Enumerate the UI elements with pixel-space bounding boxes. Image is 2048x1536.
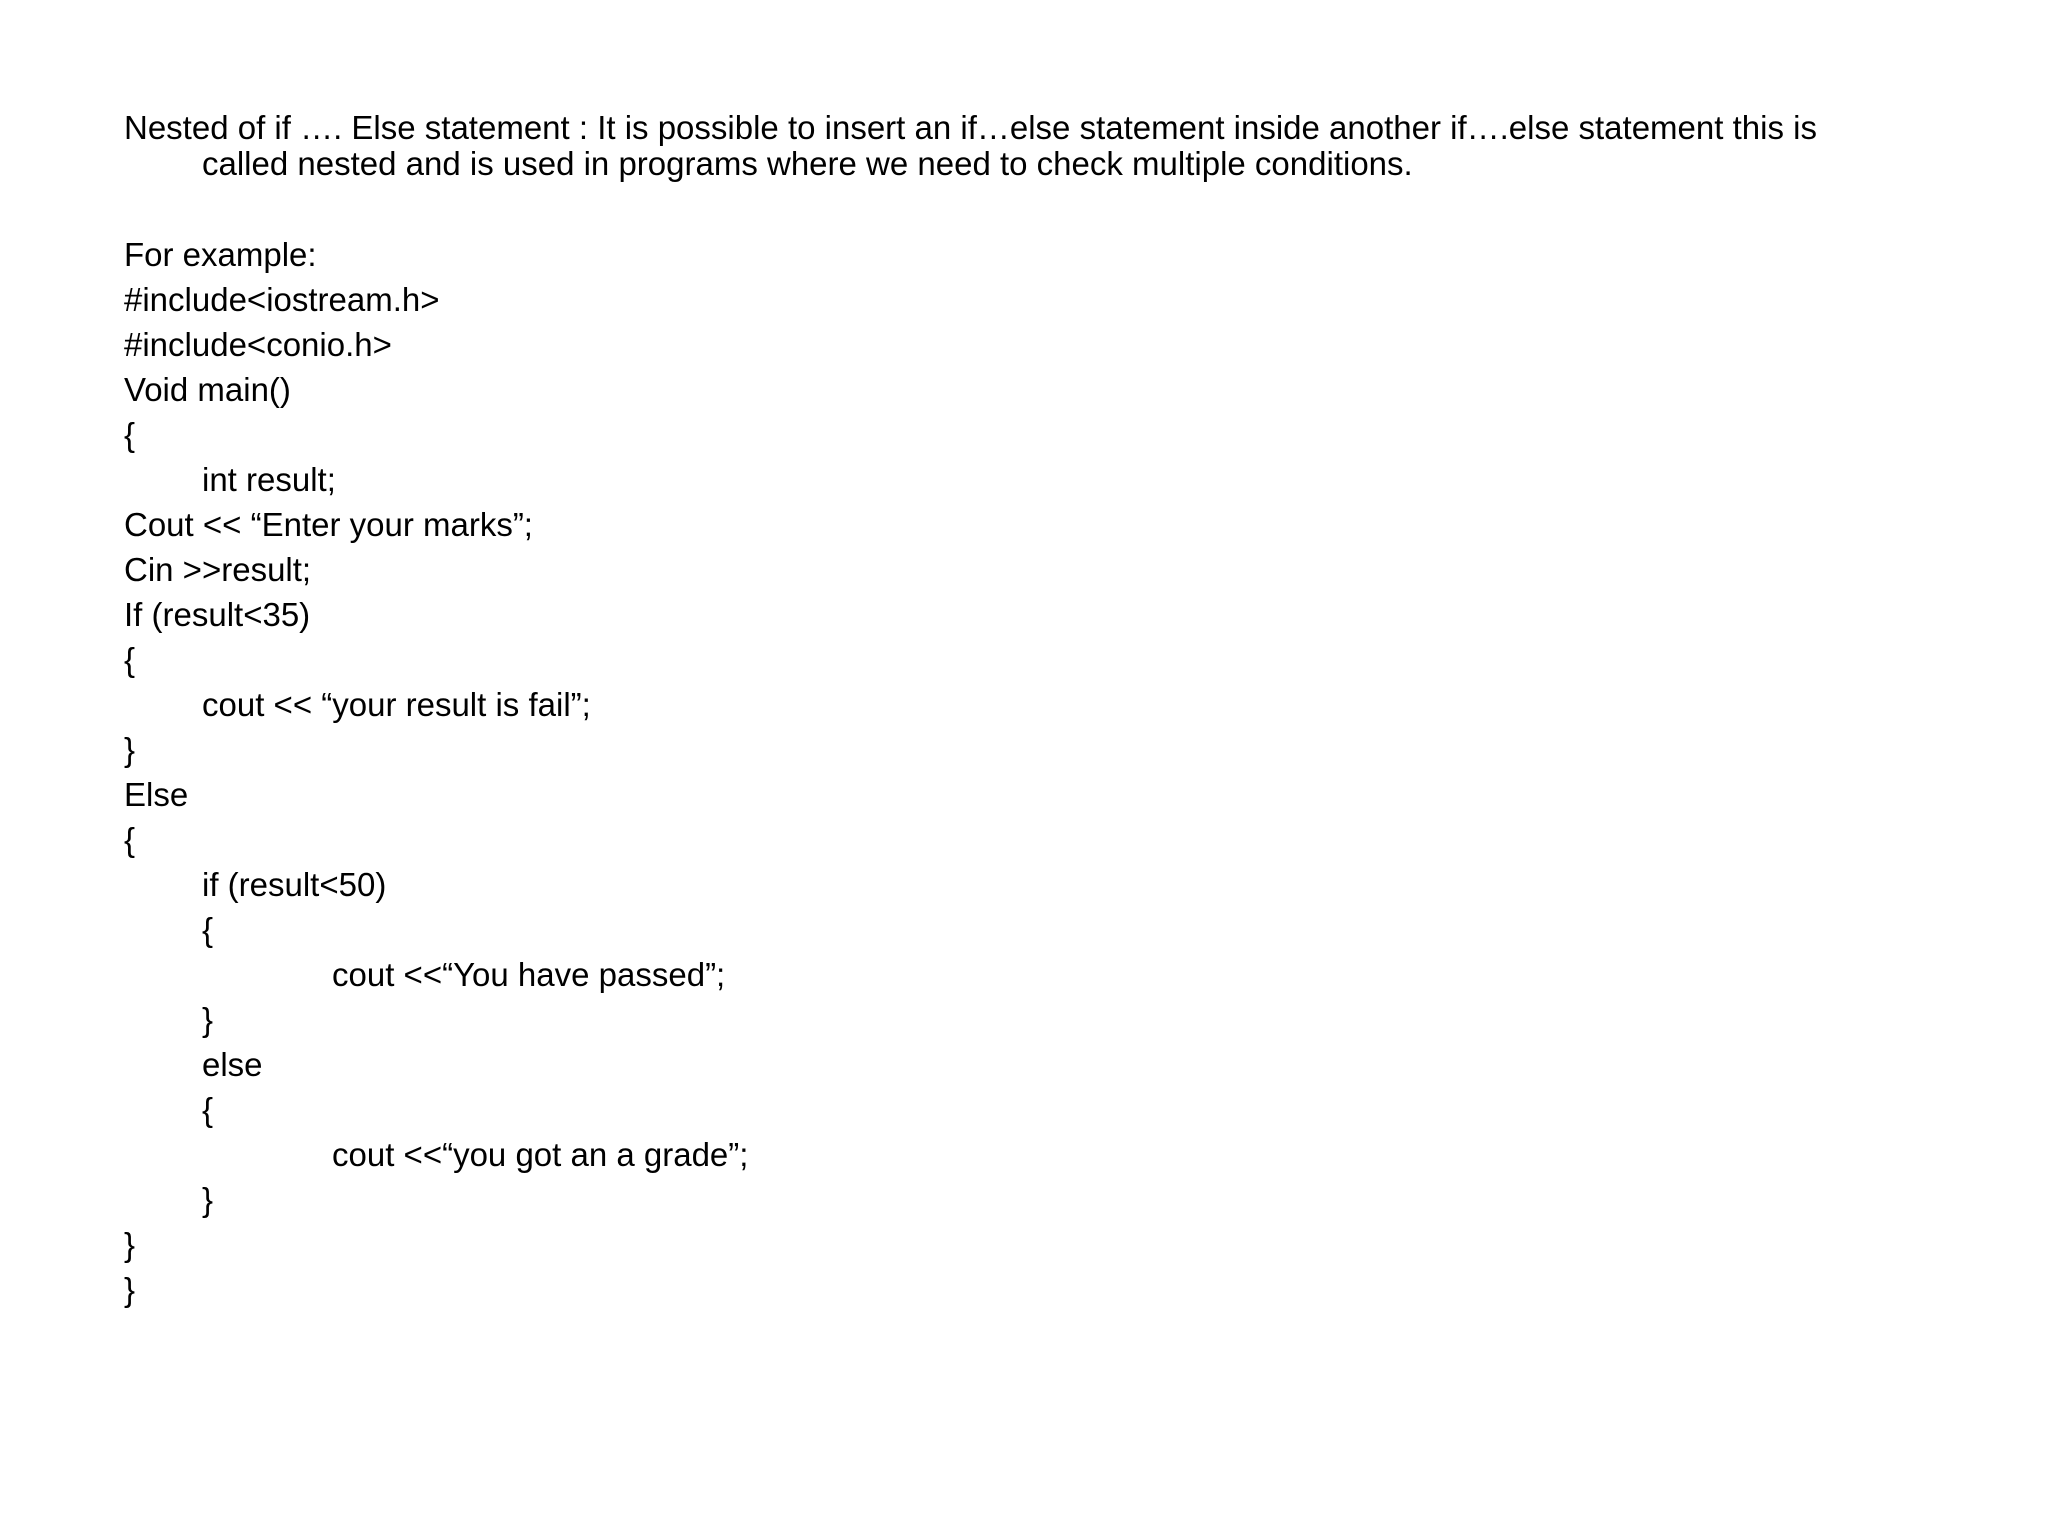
code-line: If (result<35) xyxy=(124,596,311,633)
code-line: #include<conio.h> xyxy=(124,326,392,363)
code-line: } xyxy=(124,1271,136,1308)
code-line: } xyxy=(202,1181,214,1218)
code-line: cout << “your result is fail”; xyxy=(202,686,591,723)
code-line: { xyxy=(202,911,214,948)
intro-line-2: called nested and is used in programs where we need to check multiple conditions. xyxy=(202,145,1413,182)
code-line: } xyxy=(124,731,136,768)
code-line: cout <<“you got an a grade”; xyxy=(332,1136,749,1173)
code-line: if (result<50) xyxy=(202,866,387,903)
code-line: { xyxy=(124,821,136,858)
code-example xyxy=(124,232,748,1312)
code-line: Void main() xyxy=(124,371,291,408)
code-line: Cin >>result; xyxy=(124,551,312,588)
code-line: else xyxy=(202,1046,263,1083)
example-label: For example: xyxy=(124,236,317,273)
intro-line-1: Nested of if …. Else statement : It is possible to insert an if…else statement inside another if….else statement this is xyxy=(124,109,1817,146)
code-line: cout <<“You have passed”; xyxy=(332,956,726,993)
code-line: { xyxy=(124,641,136,678)
code-line: #include<iostream.h> xyxy=(124,281,440,318)
code-line: Else xyxy=(124,776,189,813)
code-line: int result; xyxy=(202,461,336,498)
intro-paragraph xyxy=(124,110,1944,182)
code-line: Cout << “Enter your marks”; xyxy=(124,506,533,543)
code-line: { xyxy=(124,416,136,453)
code-line: { xyxy=(202,1091,214,1128)
code-line: } xyxy=(202,1001,214,1038)
code-line: } xyxy=(124,1226,136,1263)
